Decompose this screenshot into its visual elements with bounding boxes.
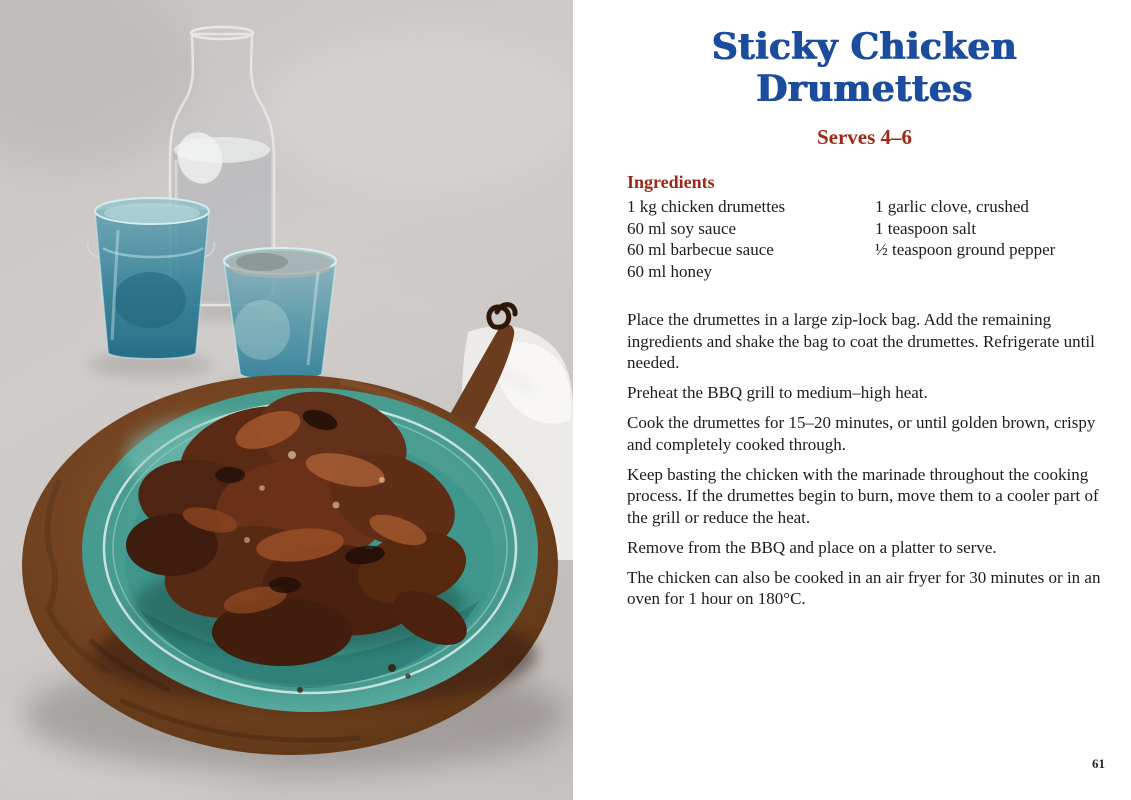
ingredients-column-left [627,196,875,282]
ingredients-column-right [875,196,1102,282]
page-number: 61 [1092,756,1105,771]
method-step: Remove from the BBQ and place on a platter to serve. [627,537,997,557]
serves-line: Serves 4–6 [816,125,913,150]
method-steps [627,309,1102,610]
ingredient-item: 60 ml honey [627,261,712,281]
ingredient-item: 1 teaspoon salt [875,218,977,238]
method-step: Keep basting the chicken with the marinade throughout the cooking process. If the drumettes begin to burn, move them to a cooler part of the grill or reduce the heat. [627,464,1099,527]
ingredient-item: 1 kg chicken drumettes [627,197,786,217]
ingredient-item: 60 ml barbecue sauce [627,240,774,260]
recipe-page [573,0,1131,800]
method-step: The chicken can also be cooked in an air fryer for 30 minutes or in an oven for 1 hour on 180°C. [627,567,1101,609]
method-step: Place the drumettes in a large zip-lock bag. Add the remaining ingredients and shake the bag to coat the drumettes. Refrigerate until needed. [627,310,1095,373]
ingredient-item: ½ teaspoon ground pepper [875,240,1056,260]
method-step: Preheat the BBQ grill to medium–high heat. [627,383,928,403]
ingredient-item: 1 garlic clove, crushed [875,197,1029,217]
ingredients-columns [627,196,1102,282]
method-step: Cook the drumettes for 15–20 minutes, or until golden brown, crispy and completely cooked through. [627,413,1096,454]
recipe-title-line-2: Drumettes [756,68,973,111]
ingredient-item: 60 ml soy sauce [627,218,737,238]
recipe-title [627,26,1102,110]
ingredients-heading: Ingredients [627,172,715,193]
recipe-title-line-1: Sticky Chicken [711,26,1018,68]
